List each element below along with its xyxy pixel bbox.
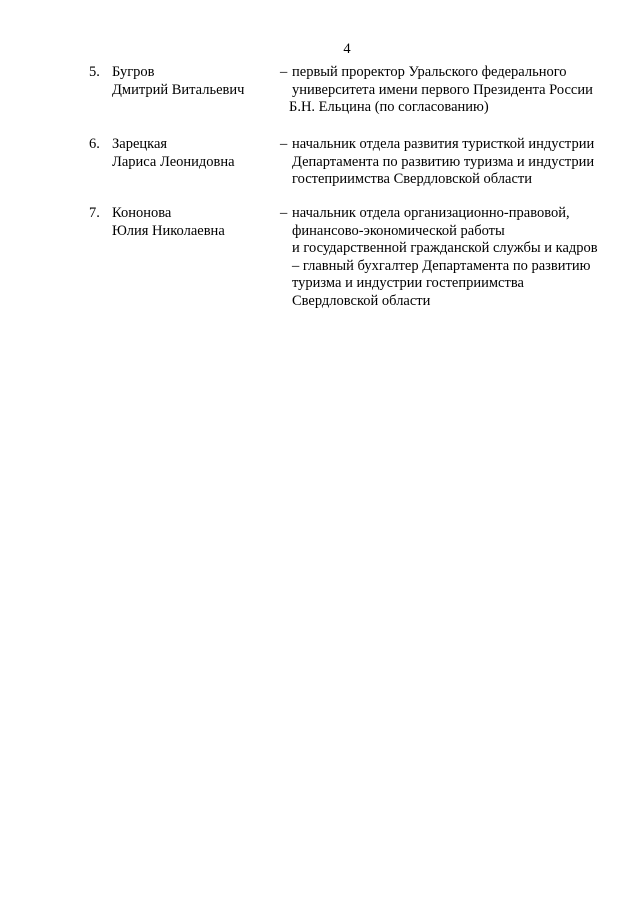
member-position [292, 205, 632, 310]
position-line: финансово-экономической работы [292, 222, 505, 239]
member-position [289, 64, 632, 117]
member-surname: Бугров [112, 64, 155, 80]
separator-dash: – [280, 64, 288, 80]
separator-dash: – [280, 205, 288, 221]
member-given-names: Лариса Леонидовна [112, 153, 235, 170]
position-line: Б.Н. Ельцина (по согласованию) [289, 99, 489, 115]
member-position [292, 136, 632, 189]
position-line: гостеприимства Свердловской области [292, 171, 533, 187]
entry-number: 7. [89, 205, 100, 221]
position-line: туризма и индустрии гостеприимства [292, 275, 524, 291]
member-surname: Кононова [112, 205, 172, 221]
member-surname: Зарецкая [112, 136, 168, 152]
position-line: Свердловской области [292, 292, 431, 309]
position-line: – главный бухгалтер Департамента по развитию [292, 257, 591, 274]
entry-number: 6. [89, 136, 100, 152]
position-line: и государственной гражданской службы и кадров [292, 240, 598, 256]
member-given-names: Дмитрий Витальевич [112, 81, 245, 98]
position-line: первый проректор Уральского федерального [292, 64, 567, 80]
position-line: начальник отдела развития туристкой индустрии [292, 136, 595, 152]
position-line: начальник отдела организационно-правовой, [292, 205, 570, 221]
entry-number: 5. [89, 64, 100, 80]
page-number: 4 [343, 41, 351, 57]
member-name [112, 64, 277, 99]
position-line: Департамента по развитию туризма и индустрии [292, 153, 595, 170]
member-given-names: Юлия Николаевна [112, 222, 225, 239]
position-line: университета имени первого Президента России [292, 81, 593, 98]
separator-dash: – [280, 136, 288, 152]
member-name [112, 205, 277, 240]
member-name [112, 136, 277, 171]
